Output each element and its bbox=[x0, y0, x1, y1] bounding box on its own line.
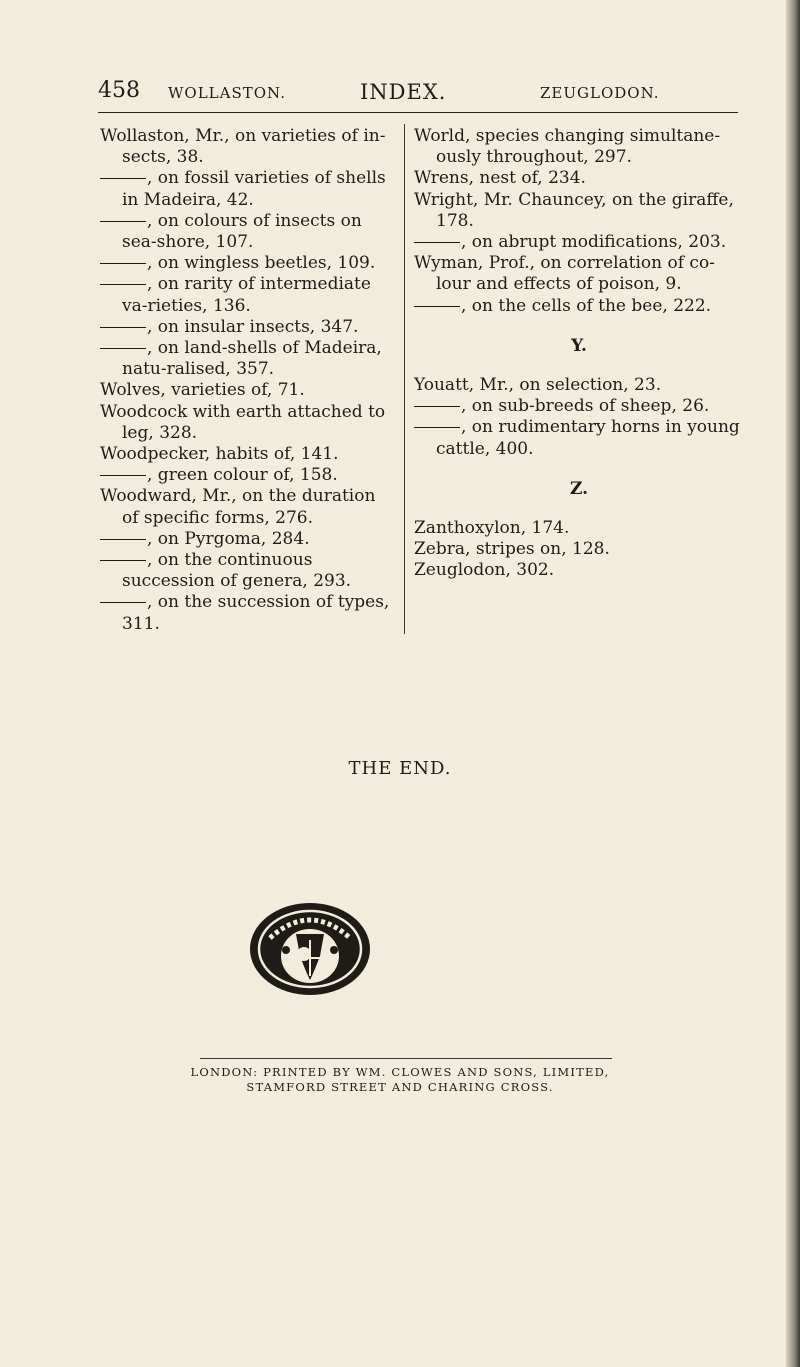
running-header bbox=[0, 78, 760, 112]
header-right-word: ZEUGLODON. bbox=[540, 84, 660, 102]
index-subentry bbox=[100, 550, 396, 592]
index-entry bbox=[414, 168, 744, 189]
index-entry bbox=[414, 253, 744, 295]
imprint-line-1: LONDON: PRINTED BY WM. CLOWES AND SONS, LIMITED, bbox=[190, 1065, 610, 1079]
entry-text: Wright, Mr. Chauncey, on the giraffe, 178. bbox=[414, 189, 734, 231]
entry-text: , on Pyrgoma, 284. bbox=[147, 528, 310, 549]
entry-text: , green colour of, 158. bbox=[147, 465, 338, 486]
index-entry bbox=[414, 375, 744, 396]
index-section-letter: Y. bbox=[571, 335, 587, 356]
entry-text: , on rudimentary horns in young cattle, 400. bbox=[436, 417, 740, 459]
entry-text: , on fossil varieties of shells in Madeira, 42. bbox=[122, 168, 386, 210]
repeat-dash bbox=[100, 602, 146, 603]
index-entry bbox=[100, 380, 396, 401]
index-subentry bbox=[100, 338, 396, 380]
entry-text: Wrens, nest of, 234. bbox=[414, 168, 586, 189]
index-subentry bbox=[100, 529, 396, 550]
index-subentry bbox=[414, 417, 744, 459]
repeat-dash bbox=[414, 406, 460, 407]
index-entry bbox=[100, 444, 396, 465]
entry-text: Wolves, varieties of, 71. bbox=[100, 380, 305, 401]
entry-text: World, species changing simultane-ously throughout, 297. bbox=[414, 126, 721, 168]
header-rule bbox=[98, 112, 738, 113]
index-entry bbox=[100, 126, 396, 168]
entry-text: Zeuglodon, 302. bbox=[414, 560, 555, 581]
repeat-dash bbox=[100, 284, 146, 285]
index-subentry bbox=[100, 317, 396, 338]
index-entry bbox=[414, 126, 744, 168]
repeat-dash bbox=[100, 263, 146, 264]
repeat-dash bbox=[100, 539, 146, 540]
index-entry bbox=[414, 518, 744, 539]
the-end-text: THE END. bbox=[348, 758, 452, 779]
entry-text: , on sub-breeds of sheep, 26. bbox=[461, 396, 710, 417]
repeat-dash bbox=[414, 242, 460, 243]
entry-text: Woodcock with earth attached to leg, 328. bbox=[100, 401, 386, 443]
index-subentry bbox=[414, 396, 744, 417]
entry-text: , on abrupt modifications, 203. bbox=[461, 232, 727, 253]
imprint-rule bbox=[200, 1058, 612, 1059]
imprint-line-2: STAMFORD STREET AND CHARING CROSS. bbox=[246, 1080, 554, 1094]
header-left-word: WOLLASTON. bbox=[168, 84, 286, 102]
index-subentry bbox=[100, 592, 396, 634]
index-column-right bbox=[414, 126, 744, 582]
entry-text: Woodward, Mr., on the duration of specific forms, 276. bbox=[100, 486, 376, 528]
entry-text: Zanthoxylon, 174. bbox=[414, 518, 570, 539]
entry-text: , on land-shells of Madeira, natu-ralised, 357. bbox=[122, 338, 382, 380]
page-number: 458 bbox=[98, 78, 140, 103]
entry-text: Wollaston, Mr., on varieties of in-sects, 38. bbox=[100, 126, 386, 168]
index-entry bbox=[414, 539, 744, 560]
page-edge-shadow bbox=[786, 0, 800, 1367]
index-entry bbox=[100, 486, 396, 528]
index-subentry bbox=[100, 465, 396, 486]
entry-text: Youatt, Mr., on selection, 23. bbox=[414, 375, 662, 396]
entry-text: , on colours of insects on sea-shore, 107. bbox=[122, 210, 362, 253]
entry-text: , on the succession of types, 311. bbox=[122, 592, 390, 634]
entry-text: , on insular insects, 347. bbox=[147, 316, 359, 337]
entry-text: Zebra, stripes on, 128. bbox=[414, 539, 610, 560]
column-divider bbox=[404, 124, 405, 634]
repeat-dash bbox=[100, 348, 146, 349]
index-entry bbox=[414, 560, 744, 581]
index-subentry bbox=[100, 274, 396, 316]
repeat-dash bbox=[100, 178, 146, 179]
entry-text: Wyman, Prof., on correlation of co-lour and effects of poison, 9. bbox=[414, 253, 715, 295]
repeat-dash bbox=[414, 427, 460, 428]
index-subentry bbox=[100, 211, 396, 253]
entry-text: , on the cells of the bee, 222. bbox=[461, 295, 712, 316]
printer-imprint bbox=[0, 1065, 800, 1095]
header-title: INDEX. bbox=[360, 80, 447, 104]
index-column-left bbox=[100, 126, 396, 635]
entry-text: , on the continuous succession of genera, 293. bbox=[122, 550, 352, 592]
index-entry bbox=[100, 402, 396, 444]
repeat-dash bbox=[100, 475, 146, 476]
index-subentry bbox=[414, 296, 744, 317]
index-subentry bbox=[414, 232, 744, 253]
entry-text: Woodpecker, habits of, 141. bbox=[100, 444, 339, 465]
index-section-letter: Z. bbox=[569, 478, 589, 499]
entry-text: , on rarity of intermediate va-rieties, 136. bbox=[122, 274, 371, 316]
index-subentry bbox=[100, 253, 396, 274]
repeat-dash bbox=[100, 221, 146, 222]
entry-text: , on wingless beetles, 109. bbox=[147, 253, 376, 274]
repeat-dash bbox=[100, 327, 146, 328]
index-entry bbox=[414, 190, 744, 232]
index-subentry bbox=[100, 168, 396, 210]
printer-device-emblem-icon bbox=[244, 898, 376, 1000]
repeat-dash bbox=[414, 306, 460, 307]
repeat-dash bbox=[100, 560, 146, 561]
